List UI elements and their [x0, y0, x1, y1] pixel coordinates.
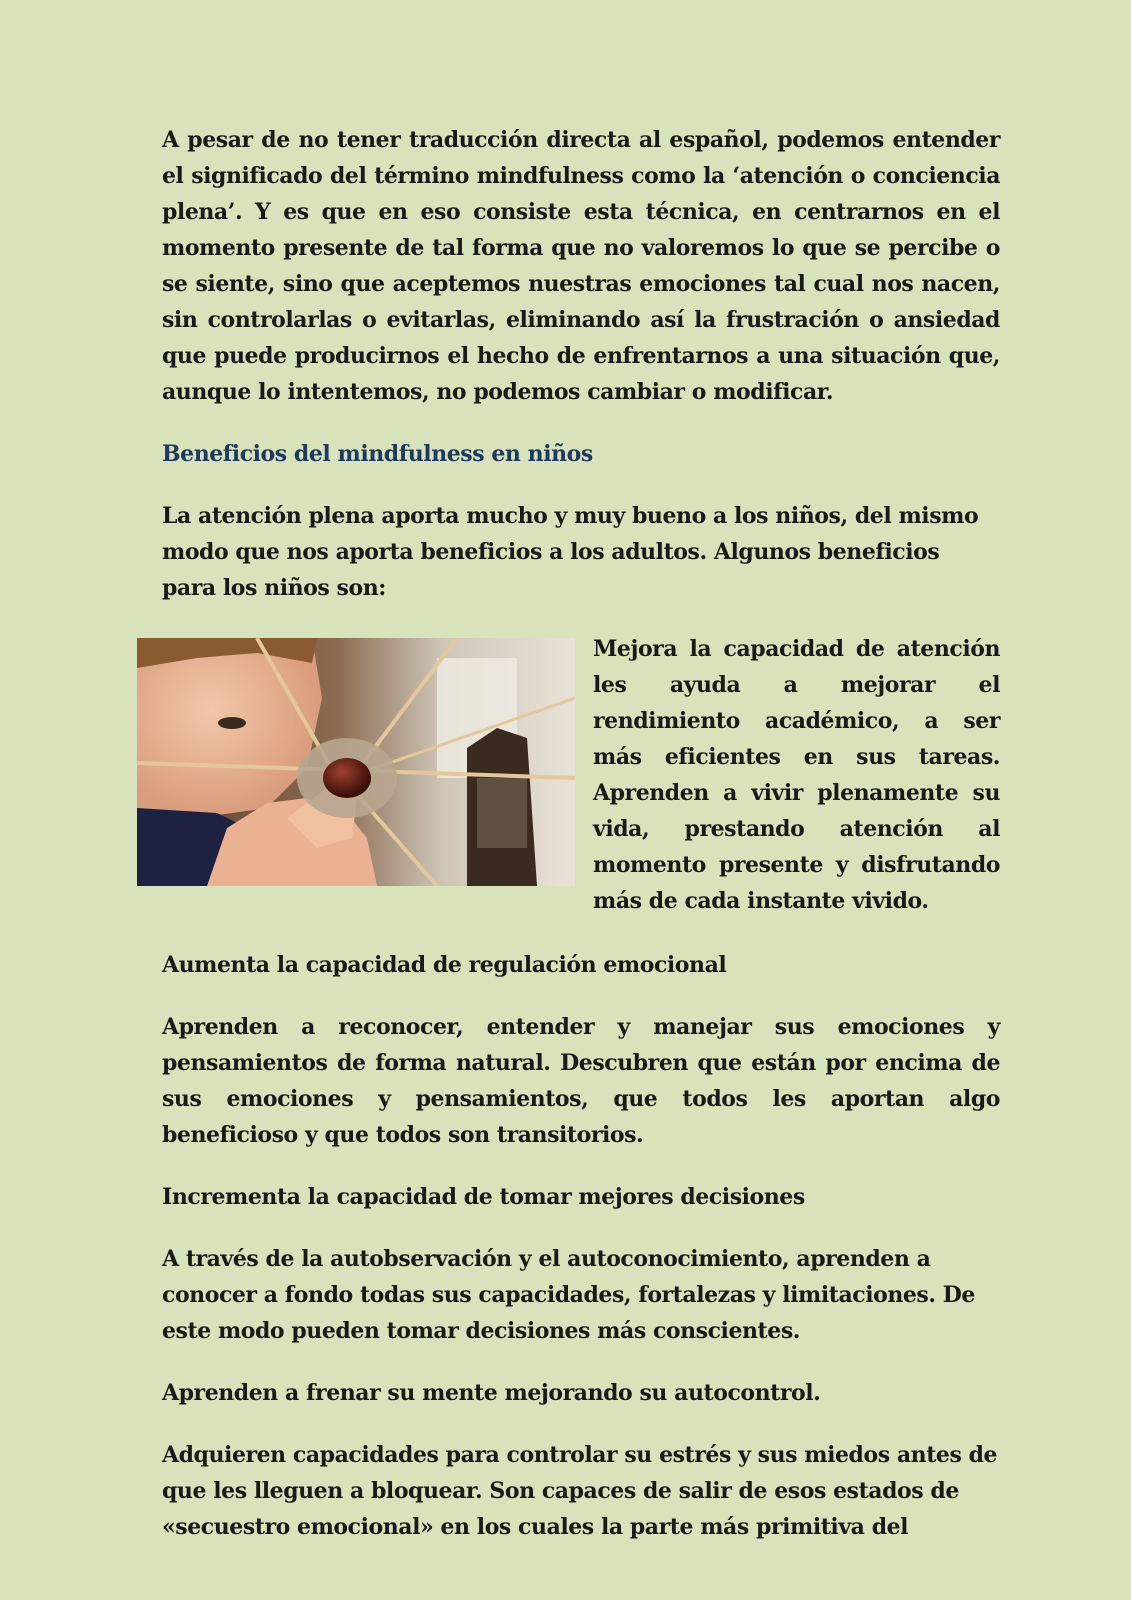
- decisions-heading: Incrementa la capacidad de tomar mejores decisiones: [162, 1184, 805, 1210]
- child-photo: [137, 638, 575, 886]
- decisions-paragraph: A través de la autobservación y el autoconocimiento, aprenden a conocer a fondo todas sus capacidades, fortalezas y limitaciones. De este modo pueden tomar decisiones más conscientes.: [162, 1246, 975, 1344]
- intro-paragraph: A pesar de no tener traducción directa al español, podemos entender el significado del término mindfulness como la ‘atención o conciencia plena’. Y es que en eso consiste esta técnica, en centrarnos en el momento presente de tal forma que no valoremos lo que se percibe o se siente, sino que aceptemos nuestras emociones tal cual nos nacen, sin controlarlas o evitarlas, eliminando así la frustración o ansiedad que puede producirnos el hecho de enfrentarnos a una situación que, aunque lo intentemos, no podemos cambiar o modificar.: [162, 127, 1000, 405]
- section-heading: Beneficios del mindfulness en niños: [162, 441, 593, 467]
- benefits-intro-paragraph: La atención plena aporta mucho y muy bueno a los niños, del mismo modo que nos aporta beneficios a los adultos. Algunos beneficios para los niños son:: [162, 503, 979, 601]
- figure-row: [162, 631, 1000, 921]
- stress-paragraph: Adquieren capacidades para controlar su estrés y sus miedos antes de que les lleguen a bloquear. Son capaces de salir de esos estados de «secuestro emocional» en los cuales la parte más primitiva del: [162, 1442, 998, 1540]
- document-body: [162, 122, 1000, 1545]
- selfcontrol-paragraph: Aprenden a frenar su mente mejorando su autocontrol.: [162, 1380, 821, 1406]
- attention-benefit-paragraph: Mejora la capacidad de atención les ayuda a mejorar el rendimiento académico, a ser más eficientes en sus tareas. Aprenden a vivir plenamente su vida, prestando atención al momento presente y disfrutando más de cada instante vivido.: [593, 636, 1000, 914]
- emotional-heading: Aumenta la capacidad de regulación emocional: [162, 952, 727, 978]
- emotional-paragraph: Aprenden a reconocer, entender y manejar sus emociones y pensamientos de forma natural. Descubren que están por encima de sus emociones y pensamientos, que todos les aportan algo beneficioso y que todos son transitorios.: [162, 1014, 1000, 1148]
